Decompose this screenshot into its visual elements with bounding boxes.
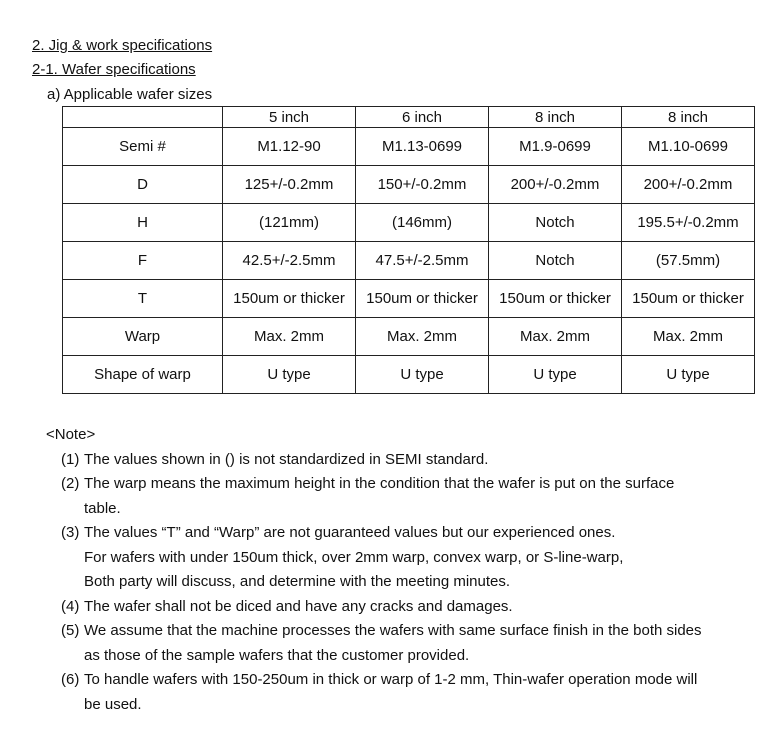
row-label: H	[63, 204, 223, 242]
note-item	[46, 521, 766, 595]
table-cell: Notch	[489, 204, 622, 242]
table-cell: (57.5mm)	[622, 242, 755, 280]
row-label: Shape of warp	[63, 356, 223, 394]
table-cell: 150um or thicker	[223, 280, 356, 318]
table-cell: Notch	[489, 242, 622, 280]
table-cell: U type	[622, 356, 755, 394]
note-line: For wafers with under 150um thick, over 2mm warp, convex warp, or S-line-warp,	[84, 548, 624, 566]
table-caption: a) Applicable wafer sizes	[47, 86, 213, 103]
note-line: The wafer shall not be diced and have any cracks and damages.	[84, 597, 513, 615]
wafer-spec-table	[62, 106, 755, 394]
table-cell: (121mm)	[223, 204, 356, 242]
note-item	[46, 668, 766, 717]
table-cell: Max. 2mm	[489, 318, 622, 356]
note-number: (4)	[61, 597, 80, 615]
row-label: T	[63, 280, 223, 318]
table-cell: 150um or thicker	[622, 280, 755, 318]
table-cell: 150+/-0.2mm	[356, 166, 489, 204]
table-row	[63, 166, 755, 204]
table-cell: 200+/-0.2mm	[489, 166, 622, 204]
row-label: D	[63, 166, 223, 204]
note-number: (6)	[61, 671, 80, 688]
header-cell-corner	[63, 107, 223, 128]
note-line: Both party will discuss, and determine with the meeting minutes.	[84, 573, 511, 590]
note-number: (5)	[61, 622, 80, 639]
header-cell-8inch-a: 8 inch	[489, 107, 622, 128]
notes-title: <Note>	[46, 426, 96, 443]
header-cell-8inch-b: 8 inch	[622, 107, 755, 128]
note-line: be used.	[84, 695, 142, 713]
note-number: (2)	[61, 475, 80, 492]
table-cell: Max. 2mm	[622, 318, 755, 356]
note-line: The warp means the maximum height in the condition that the wafer is put on the surface	[84, 475, 675, 492]
note-line: The values “T” and “Warp” are not guaranteed values but our experienced ones.	[84, 524, 616, 541]
table-cell: 42.5+/-2.5mm	[223, 242, 356, 280]
table-cell: 150um or thicker	[356, 280, 489, 318]
subsection-heading: 2-1. Wafer specifications	[32, 61, 196, 78]
table-row	[63, 128, 755, 166]
section-heading: 2. Jig & work specifications	[32, 37, 213, 54]
row-label: F	[63, 242, 223, 280]
table-row	[63, 204, 755, 242]
table-cell: 125+/-0.2mm	[223, 166, 356, 204]
note-item	[46, 619, 766, 668]
header-cell-6inch: 6 inch	[356, 107, 489, 128]
table-cell: 150um or thicker	[489, 280, 622, 318]
table-cell: U type	[489, 356, 622, 394]
table-header-row	[63, 107, 755, 128]
table-cell: (146mm)	[356, 204, 489, 242]
note-item	[46, 448, 766, 473]
header-cell-5inch: 5 inch	[223, 107, 356, 128]
notes-section	[46, 423, 766, 717]
note-number: (3)	[61, 524, 80, 541]
table-cell: U type	[223, 356, 356, 394]
note-item	[46, 472, 766, 521]
table-cell: 200+/-0.2mm	[622, 166, 755, 204]
table-cell: 47.5+/-2.5mm	[356, 242, 489, 280]
table-row	[63, 356, 755, 394]
note-line: We assume that the machine processes the wafers with same surface finish in the both sides	[84, 622, 702, 639]
table-cell: M1.13-0699	[356, 128, 489, 166]
table-cell: M1.12-90	[223, 128, 356, 166]
note-number: (1)	[61, 450, 80, 468]
table-cell: 195.5+/-0.2mm	[622, 204, 755, 242]
table-cell: U type	[356, 356, 489, 394]
note-line: table.	[84, 499, 121, 517]
note-line: The values shown in () is not standardized in SEMI standard.	[84, 450, 489, 468]
note-item	[46, 595, 766, 620]
table-row	[63, 280, 755, 318]
table-cell: Max. 2mm	[223, 318, 356, 356]
row-label: Semi #	[63, 128, 223, 166]
row-label: Warp	[63, 318, 223, 356]
table-row	[63, 318, 755, 356]
table-cell: M1.10-0699	[622, 128, 755, 166]
table-cell: Max. 2mm	[356, 318, 489, 356]
table-cell: M1.9-0699	[489, 128, 622, 166]
table-row	[63, 242, 755, 280]
note-line: To handle wafers with 150-250um in thick or warp of 1-2 mm, Thin-wafer operation mode will	[84, 671, 698, 688]
note-line: as those of the sample wafers that the customer provided.	[84, 646, 470, 664]
